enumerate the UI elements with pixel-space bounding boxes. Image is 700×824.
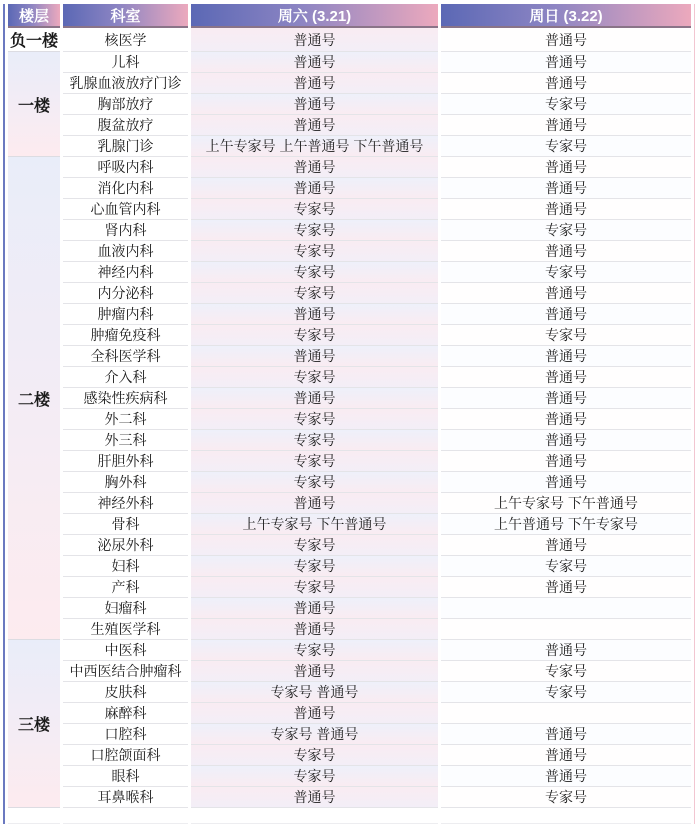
- saturday-cell: 专家号: [191, 199, 438, 220]
- table-row: [8, 766, 691, 787]
- table-row: [8, 73, 691, 94]
- department-cell: 血液内科: [63, 241, 188, 262]
- saturday-cell: 专家号: [191, 430, 438, 451]
- saturday-cell: 普通号: [191, 157, 438, 178]
- sunday-cell: 普通号: [441, 430, 691, 451]
- sunday-cell: 普通号: [441, 115, 691, 136]
- department-cell: 外三科: [63, 430, 188, 451]
- sunday-cell: 普通号: [441, 52, 691, 73]
- empty-cell: [8, 808, 60, 824]
- saturday-cell: 专家号: [191, 577, 438, 598]
- table-row: [8, 52, 691, 73]
- saturday-cell: 普通号: [191, 598, 438, 619]
- table-row: [8, 682, 691, 703]
- saturday-cell: 普通号: [191, 73, 438, 94]
- table-row: [8, 346, 691, 367]
- header-sunday: 周日 (3.22): [441, 4, 691, 28]
- table-row: [8, 577, 691, 598]
- sunday-cell: 专家号: [441, 220, 691, 241]
- sunday-cell: 普通号: [441, 346, 691, 367]
- saturday-cell: 专家号: [191, 283, 438, 304]
- empty-cell: [191, 808, 438, 824]
- empty-row: [8, 808, 691, 824]
- saturday-cell: 专家号: [191, 262, 438, 283]
- floor-cell: 一楼: [8, 52, 60, 157]
- sunday-cell: 普通号: [441, 451, 691, 472]
- table-row: [8, 430, 691, 451]
- table-row: [8, 199, 691, 220]
- department-cell: 神经内科: [63, 262, 188, 283]
- table-row: [8, 787, 691, 808]
- saturday-cell: 普通号: [191, 115, 438, 136]
- sunday-cell: 专家号: [441, 262, 691, 283]
- empty-cell: [441, 808, 691, 824]
- sunday-cell: [441, 703, 691, 724]
- table-row: [8, 325, 691, 346]
- header-row: [8, 4, 691, 28]
- sunday-cell: 普通号: [441, 388, 691, 409]
- sunday-cell: 普通号: [441, 577, 691, 598]
- saturday-cell: 专家号: [191, 220, 438, 241]
- saturday-cell: 专家号: [191, 766, 438, 787]
- department-cell: 核医学: [63, 28, 188, 52]
- floor-cell: 负一楼: [8, 28, 60, 52]
- table-row: [8, 535, 691, 556]
- table-row: [8, 241, 691, 262]
- saturday-cell: 专家号: [191, 556, 438, 577]
- sunday-cell: 上午专家号 下午普通号: [441, 493, 691, 514]
- department-cell: 内分泌科: [63, 283, 188, 304]
- table-row: [8, 724, 691, 745]
- department-cell: 心血管内科: [63, 199, 188, 220]
- department-cell: 骨科: [63, 514, 188, 535]
- department-cell: 胸外科: [63, 472, 188, 493]
- sunday-cell: 普通号: [441, 283, 691, 304]
- table-row: [8, 745, 691, 766]
- table-row: [8, 388, 691, 409]
- table-row: [8, 619, 691, 640]
- department-cell: 肿瘤免疫科: [63, 325, 188, 346]
- department-cell: 肾内科: [63, 220, 188, 241]
- table-row: [8, 94, 691, 115]
- table-row: [8, 409, 691, 430]
- department-cell: 肿瘤内科: [63, 304, 188, 325]
- table-row: [8, 28, 691, 52]
- saturday-cell: 专家号: [191, 640, 438, 661]
- sunday-cell: 专家号: [441, 661, 691, 682]
- sunday-cell: 普通号: [441, 73, 691, 94]
- department-cell: 产科: [63, 577, 188, 598]
- department-cell: 儿科: [63, 52, 188, 73]
- saturday-cell: 普通号: [191, 703, 438, 724]
- header-saturday: 周六 (3.21): [191, 4, 438, 28]
- sunday-cell: 普通号: [441, 199, 691, 220]
- sunday-cell: 专家号: [441, 682, 691, 703]
- saturday-cell: 普通号: [191, 493, 438, 514]
- saturday-cell: 普通号: [191, 787, 438, 808]
- floor-cell: 三楼: [8, 640, 60, 808]
- sunday-cell: 普通号: [441, 766, 691, 787]
- saturday-cell: 普通号: [191, 178, 438, 199]
- saturday-cell: 专家号: [191, 745, 438, 766]
- department-cell: 妇瘤科: [63, 598, 188, 619]
- table-row: [8, 556, 691, 577]
- saturday-cell: 普通号: [191, 619, 438, 640]
- empty-cell: [63, 808, 188, 824]
- table-row: [8, 472, 691, 493]
- department-cell: 外二科: [63, 409, 188, 430]
- table-row: [8, 304, 691, 325]
- saturday-cell: 上午专家号 下午普通号: [191, 514, 438, 535]
- table-row: [8, 703, 691, 724]
- table-row: [8, 157, 691, 178]
- table-row: [8, 178, 691, 199]
- sunday-cell: 专家号: [441, 787, 691, 808]
- sunday-cell: 普通号: [441, 724, 691, 745]
- department-cell: 泌尿外科: [63, 535, 188, 556]
- department-cell: 麻醉科: [63, 703, 188, 724]
- saturday-cell: 普通号: [191, 346, 438, 367]
- department-cell: 妇科: [63, 556, 188, 577]
- saturday-cell: 普通号: [191, 52, 438, 73]
- department-cell: 眼科: [63, 766, 188, 787]
- saturday-cell: 普通号: [191, 28, 438, 52]
- sunday-cell: 普通号: [441, 367, 691, 388]
- saturday-cell: 普通号: [191, 94, 438, 115]
- saturday-cell: 专家号: [191, 409, 438, 430]
- sunday-cell: 普通号: [441, 640, 691, 661]
- schedule-table-body: [8, 28, 691, 824]
- saturday-cell: 专家号: [191, 367, 438, 388]
- department-cell: 介入科: [63, 367, 188, 388]
- department-cell: 全科医学科: [63, 346, 188, 367]
- department-cell: 口腔科: [63, 724, 188, 745]
- department-cell: 中西医结合肿瘤科: [63, 661, 188, 682]
- table-row: [8, 262, 691, 283]
- department-cell: 腹盆放疗: [63, 115, 188, 136]
- sunday-cell: [441, 619, 691, 640]
- department-cell: 口腔颌面科: [63, 745, 188, 766]
- schedule-table-header: [8, 4, 691, 28]
- sunday-cell: 普通号: [441, 241, 691, 262]
- table-row: [8, 220, 691, 241]
- table-row: [8, 598, 691, 619]
- sunday-cell: 上午普通号 下午专家号: [441, 514, 691, 535]
- header-floor: 楼层: [8, 4, 60, 28]
- sunday-cell: 普通号: [441, 178, 691, 199]
- saturday-cell: 普通号: [191, 661, 438, 682]
- department-cell: 消化内科: [63, 178, 188, 199]
- table-row: [8, 367, 691, 388]
- sunday-cell: 专家号: [441, 325, 691, 346]
- sunday-cell: 专家号: [441, 556, 691, 577]
- sunday-cell: 普通号: [441, 409, 691, 430]
- department-cell: 胸部放疗: [63, 94, 188, 115]
- sunday-cell: 专家号: [441, 94, 691, 115]
- sunday-cell: [441, 598, 691, 619]
- department-cell: 乳腺血液放疗门诊: [63, 73, 188, 94]
- saturday-cell: 专家号: [191, 535, 438, 556]
- department-cell: 皮肤科: [63, 682, 188, 703]
- sunday-cell: 专家号: [441, 136, 691, 157]
- saturday-cell: 专家号 普通号: [191, 682, 438, 703]
- table-row: [8, 283, 691, 304]
- header-department: 科室: [63, 4, 188, 28]
- saturday-cell: 专家号: [191, 241, 438, 262]
- saturday-cell: 专家号 普通号: [191, 724, 438, 745]
- sunday-cell: 普通号: [441, 472, 691, 493]
- saturday-cell: 普通号: [191, 304, 438, 325]
- sunday-cell: 普通号: [441, 535, 691, 556]
- department-cell: 生殖医学科: [63, 619, 188, 640]
- sunday-cell: 普通号: [441, 304, 691, 325]
- schedule-table: [3, 4, 695, 824]
- table-row: [8, 661, 691, 682]
- sunday-cell: 普通号: [441, 28, 691, 52]
- department-cell: 中医科: [63, 640, 188, 661]
- table-row: [8, 136, 691, 157]
- department-cell: 耳鼻喉科: [63, 787, 188, 808]
- saturday-cell: 专家号: [191, 472, 438, 493]
- saturday-cell: 上午专家号 上午普通号 下午普通号: [191, 136, 438, 157]
- table-row: [8, 493, 691, 514]
- table-row: [8, 451, 691, 472]
- department-cell: 神经外科: [63, 493, 188, 514]
- department-cell: 肝胆外科: [63, 451, 188, 472]
- department-cell: 呼吸内科: [63, 157, 188, 178]
- saturday-cell: 普通号: [191, 388, 438, 409]
- department-cell: 感染性疾病科: [63, 388, 188, 409]
- table-row: [8, 115, 691, 136]
- schedule-page: [0, 4, 700, 805]
- sunday-cell: 普通号: [441, 745, 691, 766]
- department-cell: 乳腺门诊: [63, 136, 188, 157]
- sunday-cell: 普通号: [441, 157, 691, 178]
- table-row: [8, 514, 691, 535]
- table-row: [8, 640, 691, 661]
- saturday-cell: 专家号: [191, 325, 438, 346]
- saturday-cell: 专家号: [191, 451, 438, 472]
- floor-cell: 二楼: [8, 157, 60, 640]
